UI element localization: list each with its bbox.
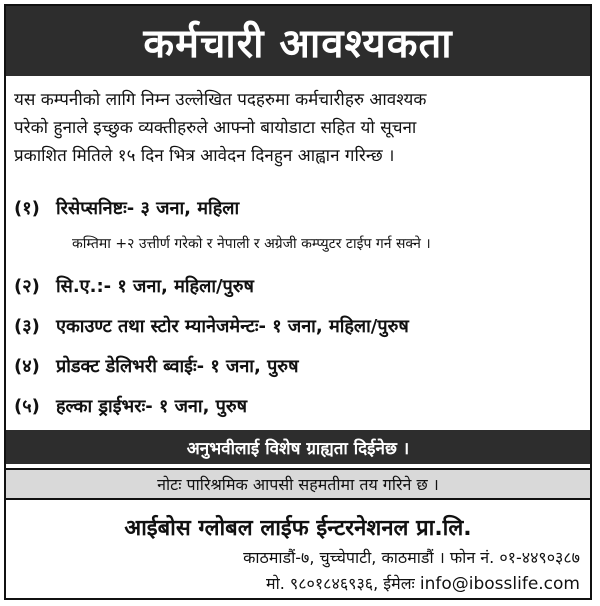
- ad-title: कर्मचारी आवश्यकता: [143, 20, 453, 67]
- position-item: [14, 274, 254, 298]
- position-item: [14, 196, 239, 220]
- ad-header: [6, 6, 590, 76]
- position-qualification: कम्तिमा +२ उत्तीर्ण गरेको र नेपाली र अग्रेजी कम्प्युटर टाईप गर्न सक्ने ।: [72, 236, 431, 252]
- company-email: info@ibosslife.com: [419, 574, 580, 594]
- salary-note: [6, 468, 590, 500]
- position-number: (५): [14, 396, 40, 417]
- position-item: [14, 354, 298, 378]
- company-contact: [266, 572, 580, 594]
- intro-paragraph: [14, 86, 584, 170]
- intro-line: प्रकाशित मितिले १५ दिन भित्र आवेदन दिनहुन आह्वान गरिन्छ ।: [14, 146, 395, 166]
- salary-note-text: नोटः पारिश्रमिक आपसी सहमतीमा तय गरिने छ ।: [157, 475, 439, 494]
- position-text: प्रोडक्ट डेलिभरी ब्वाईः- १ जना, पुरुष: [56, 356, 299, 377]
- position-text: हल्का ड्राईभरः- १ जना, पुरुष: [56, 396, 248, 417]
- experience-text: अनुभवीलाई विशेष ग्राह्यता दिईनेछ ।: [186, 438, 410, 459]
- position-number: (२): [14, 276, 40, 297]
- company-address: काठमाडौं-७, चुच्चेपाटी, काठमाडौं । फोन नं. ०१-४४९०३८७: [243, 548, 580, 567]
- position-item: [14, 314, 409, 338]
- experience-band: [6, 430, 590, 464]
- position-item: [14, 394, 247, 418]
- intro-line: यस कम्पनीको लागि निम्न उल्लेखित पदहरुमा कर्मचारीहरु आवश्यक: [14, 90, 427, 110]
- position-number: (४): [14, 356, 40, 377]
- job-advertisement: [4, 4, 592, 600]
- position-text: सि.ए.:- १ जना, महिला/पुरुष: [56, 276, 254, 297]
- company-name: आईबोस ग्लोबल लाईफ ईन्टरनेशनल प्रा.लि.: [124, 516, 472, 541]
- position-number: (१): [14, 198, 40, 219]
- position-number: (३): [14, 316, 40, 337]
- intro-line: परेको हुनाले इच्छुक व्यक्तीहरुले आफ्नो बायोडाटा सहित यो सूचना: [14, 118, 417, 138]
- company-mobile: मो. ९८०१८४६९३६, ईमेलः: [266, 574, 415, 593]
- position-text: एकाउण्ट तथा स्टोर म्यानेजमेन्टः- १ जना, महिला/पुरुष: [56, 316, 409, 337]
- position-text: रिसेप्सनिष्टः- ३ जना, महिला: [56, 198, 240, 219]
